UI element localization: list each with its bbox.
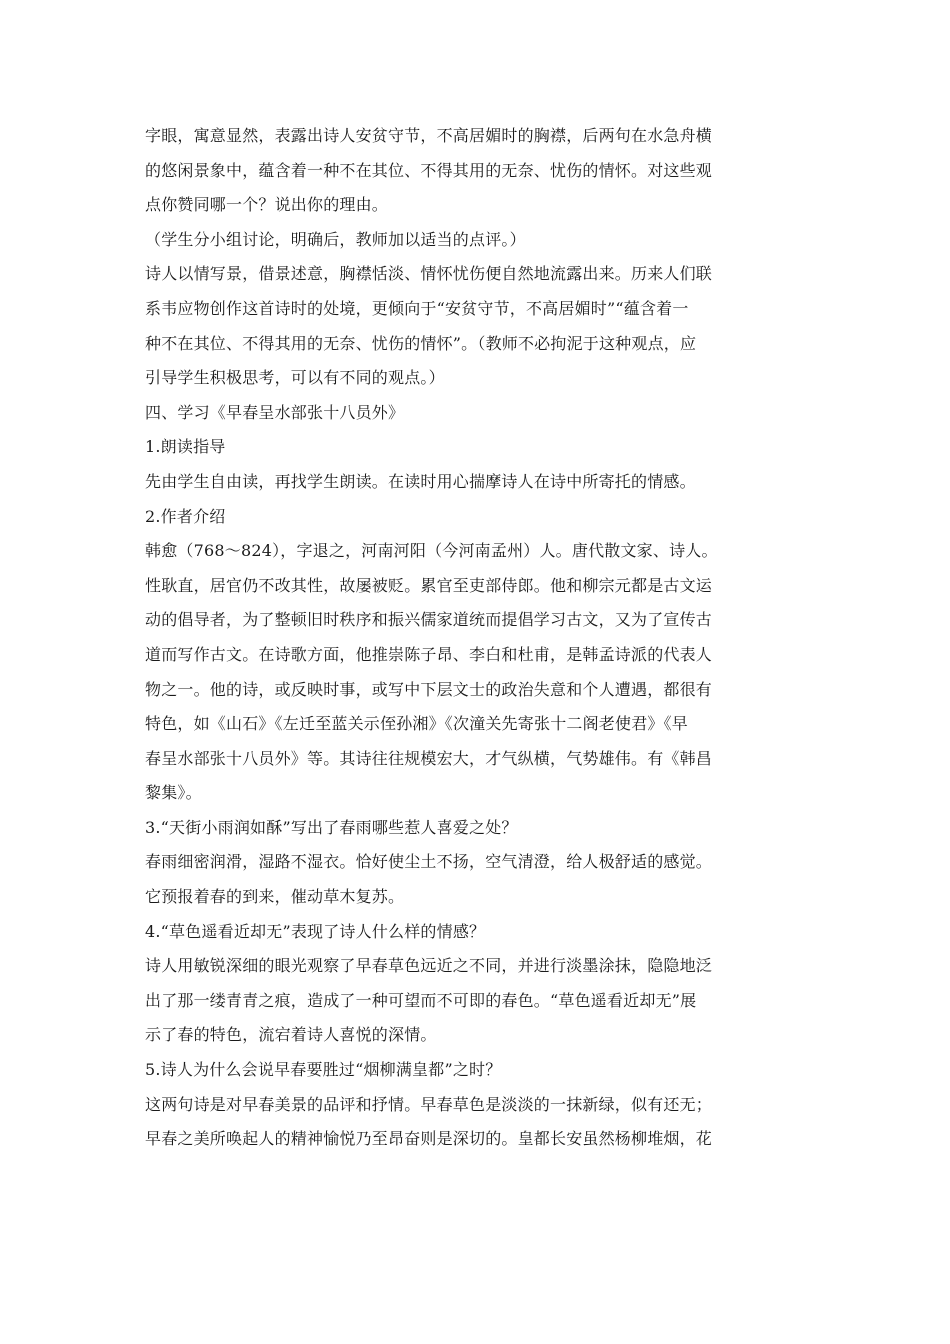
text-line: 2.作者介绍 (145, 506, 226, 526)
text-line: 字眼，寓意显然，表露出诗人安贫守节，不高居媚时的胸襟，后两句在水急舟横 (145, 126, 713, 145)
p-item-1-body (145, 465, 735, 500)
p-view-answer (145, 257, 735, 395)
text-line: 种不在其位、不得其用的无奈、忧伤的情怀”。（教师不必拘泥于这种观点，应 (145, 333, 697, 353)
text-line: 诗人以情写景，借景述意，胸襟恬淡、情怀忧伤便自然地流露出来。历来人们联 (145, 264, 713, 284)
p-group-discussion (145, 223, 735, 258)
text-line: 春呈水部张十八员外》等。其诗往往规模宏大，才气纵横，气势雄伟。有《韩昌 (145, 748, 713, 768)
document-body (145, 119, 735, 1157)
p-item-2-heading (145, 500, 735, 535)
text-line: 它预报着春的到来，催动草木复苏。 (145, 887, 405, 907)
p-item-4-body (145, 949, 735, 1053)
p-item-4-heading (145, 915, 735, 950)
text-line: 道而写作古文。在诗歌方面，他推崇陈子昂、李白和杜甫，是韩孟诗派的代表人 (145, 644, 713, 664)
text-line: 韩愈（768～824），字退之，河南河阳（今河南孟州）人。唐代散文家、诗人。 (145, 541, 718, 561)
text-line: 出了那一缕青青之痕，造成了一种可望而不可即的春色。“草色遥看近却无”展 (145, 990, 697, 1010)
text-line: （学生分小组讨论，明确后，教师加以适当的点评。） (145, 229, 526, 249)
p-item-5-body (145, 1088, 735, 1157)
text-line: 先由学生自由读，再找学生朗读。在读时用心揣摩诗人在诗中所寄托的情感。 (145, 471, 696, 491)
text-line: 这两句诗是对早春美景的品评和抒情。早春草色是淡淡的一抹新绿，似有还无； (145, 1094, 713, 1114)
p-item-5-heading (145, 1053, 735, 1088)
text-line: 春雨细密润滑，湿路不湿衣。恰好使尘土不扬，空气清澄，给人极舒适的感觉。 (145, 852, 713, 872)
text-line: 点你赞同哪一个？说出你的理由。 (145, 195, 389, 215)
p-item-1-heading (145, 430, 735, 465)
text-line: 的悠闲景象中，蕴含着一种不在其位、不得其用的无奈、忧伤的情怀。对这些观 (145, 160, 713, 180)
p-section-four-heading (145, 396, 735, 431)
text-line: 四、学习《早春呈水部张十八员外》 (145, 402, 405, 422)
text-line: 3.“天街小雨润如酥”写出了春雨哪些惹人喜爱之处？ (145, 817, 518, 837)
text-line: 黎集》。 (145, 783, 202, 803)
text-line: 1.朗读指导 (145, 437, 226, 457)
text-line: 诗人用敏锐深细的眼光观察了早春草色远近之不同，并进行淡墨涂抹，隐隐地泛 (145, 956, 713, 976)
text-line: 物之一。他的诗，或反映时事，或写中下层文士的政治失意和个人遭遇，都很有 (145, 679, 713, 699)
text-line: 早春之美所唤起人的精神愉悦乃至昂奋则是深切的。皇都长安虽然杨柳堆烟，花 (145, 1129, 713, 1149)
p-item-3-body (145, 845, 735, 914)
text-line: 4.“草色遥看近却无”表现了诗人什么样的情感？ (145, 921, 486, 941)
text-line: 引导学生积极思考，可以有不同的观点。） (145, 368, 445, 388)
text-line: 动的倡导者，为了整顿旧时秩序和振兴儒家道统而提倡学习古文，又为了宣传古 (145, 610, 713, 630)
p-item-3-heading (145, 811, 735, 846)
p-item-2-body (145, 534, 735, 811)
text-line: 5.诗人为什么会说早春要胜过“烟柳满皇都”之时？ (145, 1060, 502, 1080)
text-line: 性耿直，居官仍不改其性，故屡被贬。累官至吏部侍郎。他和柳宗元都是古文运 (145, 575, 713, 595)
text-line: 系韦应物创作这首诗时的处境，更倾向于“安贫守节，不高居媚时”“蕴含着一 (145, 298, 689, 318)
text-line: 特色，如《山石》《左迁至蓝关示侄孙湘》《次潼关先寄张十二阁老使君》《早 (145, 714, 689, 734)
p-view-question (145, 119, 735, 223)
text-line: 示了春的特色，流宕着诗人喜悦的深情。 (145, 1025, 437, 1045)
